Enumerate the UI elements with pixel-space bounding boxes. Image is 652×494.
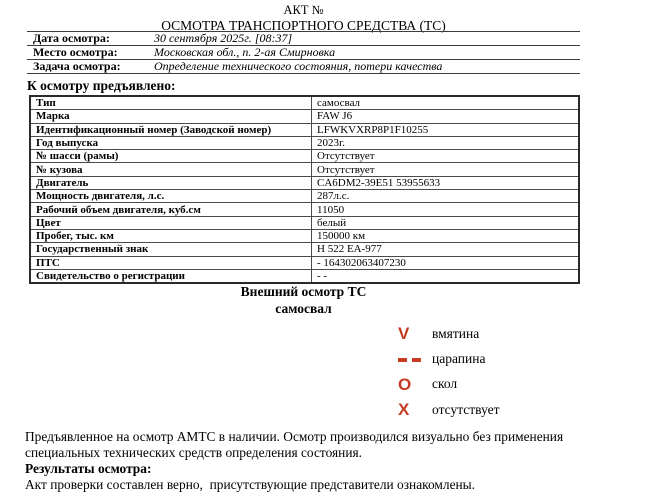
missing-symbol-icon: X [398, 400, 410, 420]
veh-label-year: Год выпуска [30, 136, 312, 149]
legend-label-chip: скол [432, 376, 458, 392]
info-value-task: Определение технического состояния, потери качества [154, 59, 443, 73]
footer-paragraph-line2: специальных технических средств определения состояния. [25, 444, 363, 460]
external-inspection-title: Внешний осмотр ТС [240, 284, 367, 299]
table-row [30, 256, 579, 269]
table-row [30, 203, 579, 216]
veh-label-plate: Государственный знак [30, 243, 312, 256]
legend-label-scratch: царапина [432, 351, 486, 367]
info-value-date: 30 сентября 2025г. [08:37] [154, 31, 293, 45]
inspection-info-table [27, 31, 580, 74]
table-row [30, 163, 579, 176]
veh-label-registration: Свидетельство о регистрации [30, 269, 312, 283]
chip-symbol-icon: O [398, 374, 412, 394]
veh-label-vin: Идентификационный номер (Заводской номер) [30, 123, 312, 136]
table-row [30, 176, 579, 189]
external-inspection-heading [27, 283, 580, 317]
legend-label-dent: вмятина [432, 325, 480, 341]
list-item [398, 321, 500, 346]
veh-value-chassis: Отсутствует [312, 150, 580, 163]
legend-label-missing: отсутствует [432, 401, 500, 417]
veh-label-brand: Марка [30, 110, 312, 123]
table-row [30, 123, 579, 136]
info-value-place: Московская обл., п. 2-ая Смирновка [154, 45, 336, 59]
table-row [30, 96, 579, 110]
list-item [398, 397, 500, 422]
scratch-symbol-icon [398, 351, 432, 368]
veh-value-plate: Н 522 ЕА-977 [312, 243, 580, 256]
veh-value-displacement: 11050 [312, 203, 580, 216]
veh-value-mileage: 150000 км [312, 229, 580, 242]
table-row [27, 46, 580, 60]
footer-paragraph-line1: Предъявленное на осмотр АМТС в наличии. Осмотр производился визуально без применения [25, 429, 564, 444]
veh-value-vin: LFWKVXRP8P1F10255 [312, 123, 580, 136]
info-label-date: Дата осмотра: [33, 31, 110, 45]
table-row [27, 32, 580, 46]
veh-label-power: Мощность двигателя, л.с. [30, 190, 312, 203]
info-label-task: Задача осмотра: [33, 59, 121, 73]
veh-label-chassis: № шасси (рамы) [30, 150, 312, 163]
list-item [398, 346, 500, 371]
damage-legend [398, 321, 500, 423]
table-row [30, 150, 579, 163]
veh-label-displacement: Рабочий объем двигателя, куб.см [30, 203, 312, 216]
table-row [30, 110, 579, 123]
doc-title-act-number: АКТ № [283, 3, 324, 17]
list-item [398, 372, 500, 397]
conclusion-text: Акт проверки составлен верно, присутствующие представители ознакомлены. [25, 476, 476, 492]
footer-notes [25, 429, 595, 493]
external-inspection-subtitle: самосвал [275, 301, 332, 316]
veh-label-body: № кузова [30, 163, 312, 176]
table-row [30, 136, 579, 149]
document-title [27, 3, 580, 33]
veh-label-color: Цвет [30, 216, 312, 229]
dent-symbol-icon: V [398, 324, 410, 344]
veh-value-brand: FAW J6 [312, 110, 580, 123]
table-row [30, 216, 579, 229]
veh-label-pts: ПТС [30, 256, 312, 269]
veh-label-type: Тип [30, 96, 312, 110]
table-row [30, 269, 579, 283]
vehicle-details-table [29, 95, 580, 284]
veh-value-body: Отсутствует [312, 163, 580, 176]
veh-value-registration: - - [312, 269, 580, 283]
table-row [30, 243, 579, 256]
veh-value-pts: - 164302063407230 [312, 256, 580, 269]
veh-label-mileage: Пробег, тыс. км [30, 229, 312, 242]
veh-value-year: 2023г. [312, 136, 580, 149]
veh-value-color: белый [312, 216, 580, 229]
presented-heading: К осмотру предъявлено: [27, 78, 176, 93]
veh-value-engine: CA6DM2-39E51 53955633 [312, 176, 580, 189]
info-label-place: Место осмотра: [33, 45, 118, 59]
doc-title-subject: ОСМОТРА ТРАНСПОРТНОГО СРЕДСТВА (ТС) [161, 18, 446, 33]
veh-value-power: 287л.с. [312, 190, 580, 203]
table-row [30, 190, 579, 203]
results-heading: Результаты осмотра: [25, 460, 152, 476]
table-row [27, 60, 580, 74]
veh-value-type: самосвал [312, 96, 580, 110]
veh-label-engine: Двигатель [30, 176, 312, 189]
table-row [30, 229, 579, 242]
